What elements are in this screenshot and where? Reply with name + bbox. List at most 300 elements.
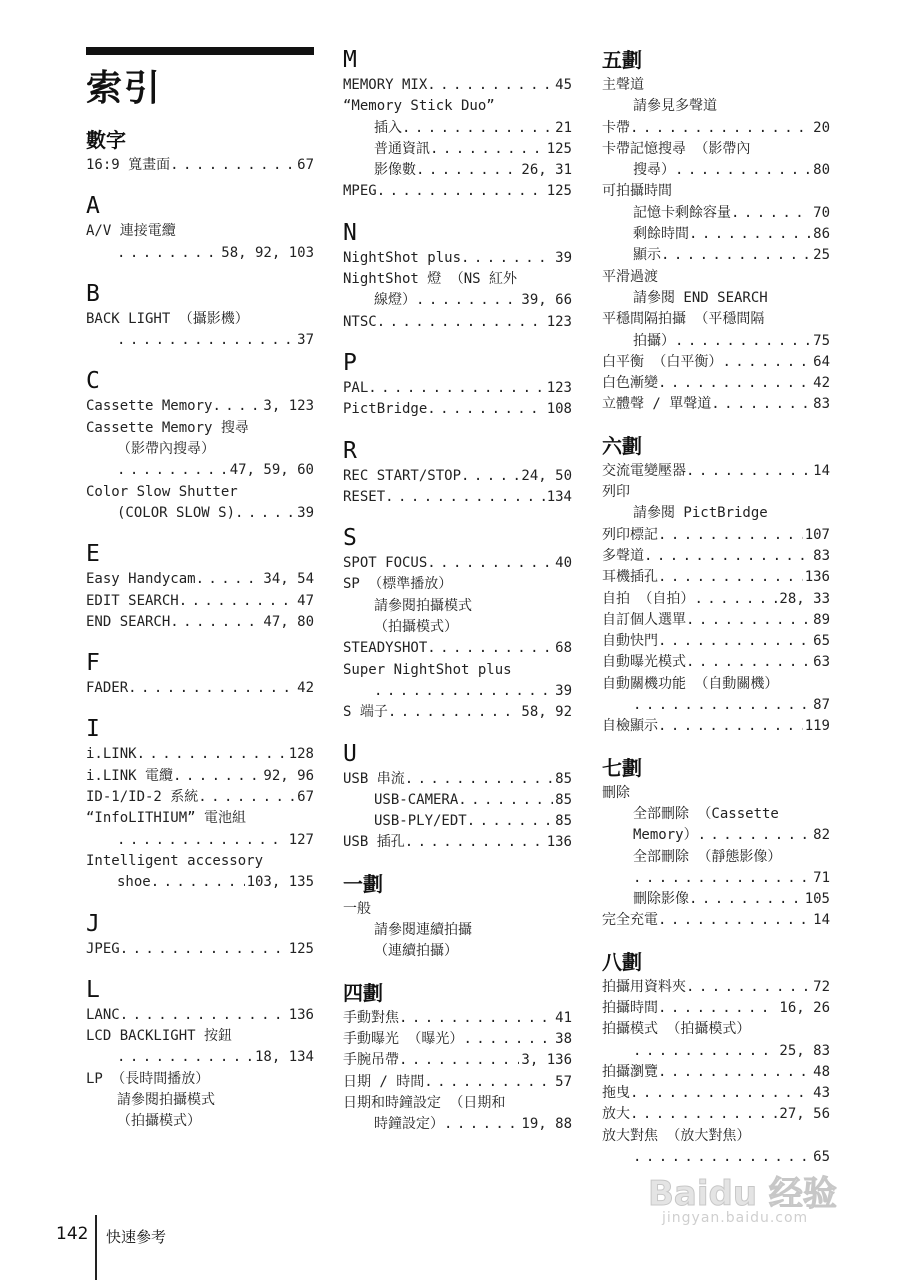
entry-term: 搜尋）	[633, 162, 675, 179]
section-heading: F	[86, 650, 100, 677]
index-entry	[343, 1008, 572, 1029]
index-entry	[602, 245, 830, 266]
watermark-main: Baidu 经验	[648, 1174, 837, 1214]
dot-leader	[731, 203, 811, 224]
entry-term: NightShot plus	[343, 249, 462, 266]
index-entry: 一般	[343, 900, 371, 917]
index-column-3	[602, 45, 830, 1168]
entry-page-ref: 83	[813, 547, 830, 564]
section-heading: P	[343, 349, 357, 376]
entry-term: (COLOR SLOW S)	[117, 504, 236, 521]
entry-term: SPOT FOCUS	[343, 555, 428, 572]
dot-leader	[630, 1083, 811, 1104]
section-heading: M	[343, 47, 357, 73]
dot-leader	[399, 1008, 553, 1029]
index-entry	[86, 939, 314, 960]
dot-leader	[658, 1062, 811, 1083]
index-entry	[343, 181, 572, 202]
dot-leader	[686, 652, 811, 673]
entry-page-ref: 58, 92	[521, 704, 572, 721]
dot-leader	[424, 1072, 553, 1093]
entry-page-ref: 65	[813, 633, 830, 650]
index-entry	[343, 290, 572, 311]
dot-leader	[416, 160, 519, 181]
dot-leader	[137, 744, 287, 765]
dot-leader	[658, 910, 811, 931]
entry-term: 手動對焦	[343, 1009, 399, 1026]
dot-leader	[377, 312, 545, 333]
entry-page-ref: 103, 135	[246, 874, 314, 891]
section-heading: 七劃	[602, 755, 642, 780]
index-entry	[343, 139, 572, 160]
dot-leader	[117, 830, 287, 851]
index-entry: LCD BACKLIGHT 按鈕	[86, 1028, 233, 1045]
dot-leader	[402, 118, 553, 139]
dot-leader	[388, 702, 520, 723]
index-entry	[602, 118, 830, 139]
entry-page-ref: 85	[555, 791, 572, 808]
dot-leader	[458, 790, 553, 811]
dot-leader	[377, 181, 545, 202]
index-entry: 列印	[602, 484, 630, 501]
dot-leader	[633, 868, 811, 889]
entry-page-ref: 20	[813, 119, 830, 136]
index-entry	[86, 744, 314, 765]
index-entry	[602, 910, 830, 931]
entry-term: NTSC	[343, 313, 377, 330]
index-entry: 全部刪除 （Cassette	[633, 805, 779, 822]
entry-page-ref: 82	[813, 827, 830, 844]
entry-term: STEADYSHOT	[343, 640, 428, 657]
index-column-1	[86, 125, 314, 1133]
entry-page-ref: 38	[555, 1030, 572, 1047]
index-entry	[602, 546, 830, 567]
entry-term: 耳機插孔	[602, 569, 658, 586]
entry-page-ref: 123	[546, 313, 572, 330]
index-entry	[86, 569, 314, 590]
page-title: 索引	[86, 68, 163, 109]
entry-page-ref: 24, 50	[521, 467, 572, 484]
dot-leader	[675, 160, 811, 181]
dot-leader	[461, 466, 519, 487]
entry-term: 日期 / 時間	[343, 1073, 425, 1090]
entry-page-ref: 75	[813, 332, 830, 349]
entry-page-ref: 42	[297, 680, 314, 697]
dot-leader	[658, 525, 803, 546]
entry-page-ref: 47	[297, 592, 314, 609]
entry-term: 時鐘設定）	[374, 1116, 444, 1133]
index-entry: A/V 連接電纜	[86, 223, 176, 240]
section-heading: N	[343, 219, 357, 246]
footer-divider	[95, 1215, 97, 1280]
index-entry	[602, 1104, 830, 1125]
entry-page-ref: 39	[555, 682, 572, 699]
index-entry	[602, 525, 830, 546]
entry-term: MEMORY MIX	[343, 77, 428, 93]
dot-leader	[179, 591, 295, 612]
index-entry	[343, 702, 572, 723]
index-entry: “Memory Stick Duo”	[343, 98, 495, 115]
index-entry	[343, 487, 572, 508]
index-entry: 可拍攝時間	[602, 183, 672, 200]
entry-term: USB 插孔	[343, 834, 405, 851]
entry-term: 自動快門	[602, 633, 658, 650]
entry-term: 自檢顯示	[602, 718, 658, 735]
entry-term: 插入	[374, 119, 402, 136]
index-entry: 放大對焦 （放大對焦）	[602, 1127, 751, 1144]
entry-term: 手腕吊帶	[343, 1052, 399, 1069]
entry-page-ref: 14	[813, 912, 830, 929]
dot-leader	[117, 1047, 253, 1068]
entry-page-ref: 128	[288, 746, 314, 763]
index-entry	[343, 1029, 572, 1050]
entry-page-ref: 39	[297, 504, 314, 521]
entry-page-ref: 43	[813, 1085, 830, 1102]
section-heading: L	[86, 976, 100, 1003]
entry-term: 拍攝時間	[602, 999, 658, 1016]
dot-leader	[427, 399, 544, 420]
entry-term: i.LINK	[86, 746, 137, 763]
entry-term: PAL	[343, 379, 369, 396]
entry-term: JPEG	[86, 940, 120, 957]
index-entry: 卡帶記憶搜尋 （影帶內	[602, 140, 751, 157]
entry-term: 普通資訊	[374, 140, 430, 157]
index-entry	[343, 681, 572, 702]
entry-page-ref: 64	[813, 353, 830, 370]
dot-leader	[658, 716, 803, 737]
entry-term: 顯示	[633, 247, 661, 264]
dot-leader	[461, 248, 553, 269]
entry-page-ref: 25, 83	[779, 1042, 830, 1059]
index-entry: Intelligent accessory	[86, 852, 264, 869]
watermark-logo	[648, 1166, 848, 1246]
entry-page-ref: 3, 136	[521, 1052, 572, 1069]
dot-leader	[694, 589, 777, 610]
index-entry: 拍攝模式 （拍攝模式）	[602, 1021, 751, 1038]
entry-term: 拖曳	[602, 1085, 630, 1102]
section-heading: J	[86, 910, 100, 937]
index-entry: LP （長時間播放）	[86, 1070, 210, 1087]
entry-page-ref: 134	[546, 488, 572, 505]
entry-term: 影像數	[374, 162, 416, 179]
index-entry	[602, 868, 830, 889]
entry-page-ref: 125	[546, 140, 572, 157]
entry-term: i.LINK 電纜	[86, 767, 174, 784]
entry-page-ref: 67	[297, 789, 314, 806]
index-entry	[602, 394, 830, 415]
entry-page-ref: 39	[555, 249, 572, 266]
entry-page-ref: 41	[555, 1009, 572, 1026]
index-entry	[343, 248, 572, 269]
entry-term: 拍攝）	[633, 332, 675, 349]
section-heading: 六劃	[602, 433, 642, 458]
dot-leader	[151, 872, 245, 893]
dot-leader	[235, 503, 295, 524]
index-entry	[86, 1047, 314, 1068]
index-entry	[343, 399, 572, 420]
index-entry: “InfoLITHIUM” 電池組	[86, 810, 247, 827]
index-entry	[602, 998, 830, 1019]
dot-leader	[444, 1114, 519, 1135]
entry-term: ID-1/ID-2 系統	[86, 789, 199, 806]
entry-term: PictBridge	[343, 401, 428, 418]
entry-page-ref: 85	[555, 770, 572, 787]
entry-term: 列印標記	[602, 526, 658, 543]
dot-leader	[128, 678, 295, 699]
section-heading: 八劃	[602, 949, 642, 974]
entry-term: 記憶卡剩餘容量	[633, 204, 731, 221]
entry-page-ref: 67	[297, 157, 314, 173]
index-entry: 請參閱拍攝模式	[117, 1092, 215, 1109]
section-heading: E	[86, 541, 100, 568]
entry-page-ref: 119	[804, 718, 830, 735]
entry-term: USB 串流	[343, 770, 405, 787]
section-heading: I	[86, 716, 100, 743]
index-entry: NightShot 燈 （NS 紅外	[343, 271, 518, 288]
entry-page-ref: 45	[555, 77, 572, 93]
entry-term: 線燈）	[374, 292, 416, 309]
index-entry	[602, 610, 830, 631]
index-entry	[86, 503, 314, 524]
section-heading: U	[343, 740, 357, 767]
section-heading: S	[343, 525, 357, 552]
index-entry	[602, 352, 830, 373]
entry-term: 立體聲 / 單聲道	[602, 396, 712, 413]
entry-page-ref: 89	[813, 611, 830, 628]
entry-term: 手動曝光 （曝光）	[343, 1030, 464, 1047]
dot-leader	[675, 331, 811, 352]
dot-leader	[711, 394, 811, 415]
index-entry: 主聲道	[602, 77, 644, 93]
entry-page-ref: 48	[813, 1063, 830, 1080]
dot-leader	[463, 1029, 553, 1050]
entry-page-ref: 136	[804, 569, 830, 586]
section-heading: 五劃	[602, 48, 642, 72]
entry-page-ref: 80	[813, 162, 830, 179]
entry-page-ref: 27, 56	[779, 1106, 830, 1123]
index-entry: Color Slow Shutter	[86, 483, 238, 500]
entry-term: 自訂個人選單	[602, 611, 686, 628]
index-entry	[343, 118, 572, 139]
index-entry: 請參閱拍攝模式	[374, 597, 472, 614]
entry-page-ref: 83	[813, 396, 830, 413]
index-entry: 平滑過渡	[602, 268, 658, 285]
index-entry	[602, 825, 830, 846]
dot-leader	[689, 224, 811, 245]
index-entry	[86, 678, 314, 699]
dot-leader	[198, 787, 295, 808]
index-entry	[602, 1062, 830, 1083]
entry-page-ref: 86	[813, 226, 830, 243]
entry-page-ref: 127	[288, 831, 314, 848]
index-entry: 請參閱 PictBridge	[633, 505, 768, 522]
dot-leader	[644, 546, 811, 567]
entry-page-ref: 65	[813, 1149, 830, 1166]
index-entry	[343, 378, 572, 399]
dot-leader	[658, 631, 811, 652]
dot-leader	[385, 487, 545, 508]
entry-term: 白平衡 （白平衡）	[602, 353, 723, 370]
watermark-url: jingyan.baidu.com	[662, 1210, 809, 1226]
index-entry	[602, 1083, 830, 1104]
entry-term: 16:9 寬畫面	[86, 157, 171, 173]
entry-page-ref: 40	[555, 555, 572, 572]
page-number: 142	[56, 1224, 89, 1244]
index-entry	[86, 591, 314, 612]
section-heading: 一劃	[343, 871, 383, 896]
entry-term: S 端子	[343, 704, 388, 721]
dot-leader	[467, 811, 553, 832]
entry-term: 交流電變壓器	[602, 462, 686, 479]
dot-leader	[117, 460, 228, 481]
index-entry	[602, 160, 830, 181]
entry-term: USB-CAMERA	[374, 791, 459, 808]
index-entry	[602, 631, 830, 652]
entry-page-ref: 72	[813, 978, 830, 995]
dot-leader	[427, 553, 553, 574]
entry-page-ref: 92, 96	[263, 767, 314, 784]
index-entry: （影帶內搜尋）	[117, 441, 215, 458]
index-entry	[602, 977, 830, 998]
dot-leader	[120, 1005, 287, 1026]
entry-term: FADER	[86, 680, 129, 697]
index-entry	[343, 1050, 572, 1071]
entry-page-ref: 26, 31	[521, 162, 572, 179]
entry-page-ref: 71	[813, 869, 830, 886]
dot-leader	[633, 695, 811, 716]
index-entry	[343, 638, 572, 659]
dot-leader	[633, 1041, 777, 1062]
entry-term: 卡帶	[602, 119, 630, 136]
index-entry	[343, 811, 572, 832]
entry-page-ref: 123	[546, 379, 572, 396]
entry-page-ref: 34, 54	[263, 571, 314, 588]
entry-page-ref: 37	[297, 332, 314, 349]
dot-leader	[686, 610, 811, 631]
entry-page-ref: 85	[555, 813, 572, 830]
footer-section-label: 快速參考	[106, 1228, 167, 1246]
dot-leader	[399, 1050, 519, 1071]
entry-page-ref: 136	[288, 1006, 314, 1023]
index-entry	[343, 769, 572, 790]
index-entry	[602, 1041, 830, 1062]
index-entry	[343, 466, 572, 487]
index-entry: 刪除	[602, 784, 630, 801]
dot-leader	[658, 567, 803, 588]
index-entry: Super NightShot plus	[343, 661, 512, 678]
section-heading: R	[343, 437, 357, 464]
index-entry: 自動關機功能 （自動關機）	[602, 675, 779, 692]
dot-leader	[430, 139, 545, 160]
index-column-2	[343, 45, 572, 1135]
dot-leader	[117, 330, 295, 351]
index-entry: 請參閱連續拍攝	[374, 922, 472, 939]
index-entry	[343, 1114, 572, 1135]
entry-page-ref: 39, 66	[521, 292, 572, 309]
entry-term: 剩餘時間	[633, 226, 689, 243]
entry-term: Memory）	[633, 827, 698, 844]
index-entry	[86, 155, 314, 176]
entry-term: REC START/STOP	[343, 467, 462, 484]
index-entry: 日期和時鐘設定 （日期和	[343, 1094, 506, 1111]
title-bar-rule	[86, 47, 314, 55]
dot-leader	[689, 889, 803, 910]
dot-leader	[405, 832, 545, 853]
dot-leader	[427, 638, 553, 659]
index-entry	[86, 612, 314, 633]
index-entry	[602, 224, 830, 245]
index-entry	[343, 160, 572, 181]
dot-leader	[196, 569, 262, 590]
index-entry	[602, 373, 830, 394]
index-entry	[602, 652, 830, 673]
entry-term: EDIT SEARCH	[86, 592, 179, 609]
index-entry	[602, 589, 830, 610]
entry-page-ref: 16, 26	[779, 999, 830, 1016]
index-entry: （連續拍攝）	[374, 943, 458, 960]
entry-term: END SEARCH	[86, 613, 171, 630]
index-entry	[343, 312, 572, 333]
entry-page-ref: 47, 59, 60	[229, 462, 314, 479]
index-entry	[86, 396, 314, 417]
index-entry	[86, 1005, 314, 1026]
dot-leader	[120, 939, 287, 960]
entry-term: MPEG	[343, 183, 377, 200]
dot-leader	[117, 243, 219, 264]
dot-leader	[686, 977, 811, 998]
dot-leader	[368, 378, 544, 399]
dot-leader	[405, 769, 553, 790]
entry-page-ref: 105	[804, 891, 830, 908]
index-entry: 請參見多聲道	[633, 98, 717, 115]
index-entry	[602, 695, 830, 716]
dot-leader	[698, 825, 812, 846]
entry-term: LANC	[86, 1006, 120, 1023]
entry-page-ref: 68	[555, 640, 572, 657]
dot-leader	[658, 373, 811, 394]
entry-page-ref: 58, 92, 103	[221, 244, 314, 261]
entry-term: shoe	[117, 874, 151, 891]
entry-term: Cassette Memory	[86, 398, 213, 415]
index-entry	[343, 75, 572, 96]
index-entry	[602, 567, 830, 588]
entry-page-ref: 70	[813, 204, 830, 221]
index-entry	[343, 553, 572, 574]
section-heading: A	[86, 193, 100, 220]
index-entry	[86, 766, 314, 787]
entry-page-ref: 63	[813, 654, 830, 671]
index-entry	[343, 790, 572, 811]
entry-term: 自動曝光模式	[602, 654, 686, 671]
entry-term: Easy Handycam	[86, 571, 196, 588]
index-entry	[86, 830, 314, 851]
dot-leader	[416, 290, 519, 311]
entry-term: USB-PLY/EDT	[374, 813, 467, 830]
entry-page-ref: 125	[546, 183, 572, 200]
index-entry	[602, 889, 830, 910]
entry-term: 拍攝瀏覽	[602, 1063, 658, 1080]
entry-page-ref: 19, 88	[521, 1116, 572, 1133]
index-entry	[86, 872, 314, 893]
entry-page-ref: 136	[546, 834, 572, 851]
dot-leader	[170, 155, 295, 176]
entry-page-ref: 14	[813, 462, 830, 479]
dot-leader	[212, 396, 261, 417]
index-entry	[602, 203, 830, 224]
entry-term: 自拍 （自拍）	[602, 590, 695, 607]
index-entry	[86, 330, 314, 351]
dot-leader	[686, 461, 811, 482]
